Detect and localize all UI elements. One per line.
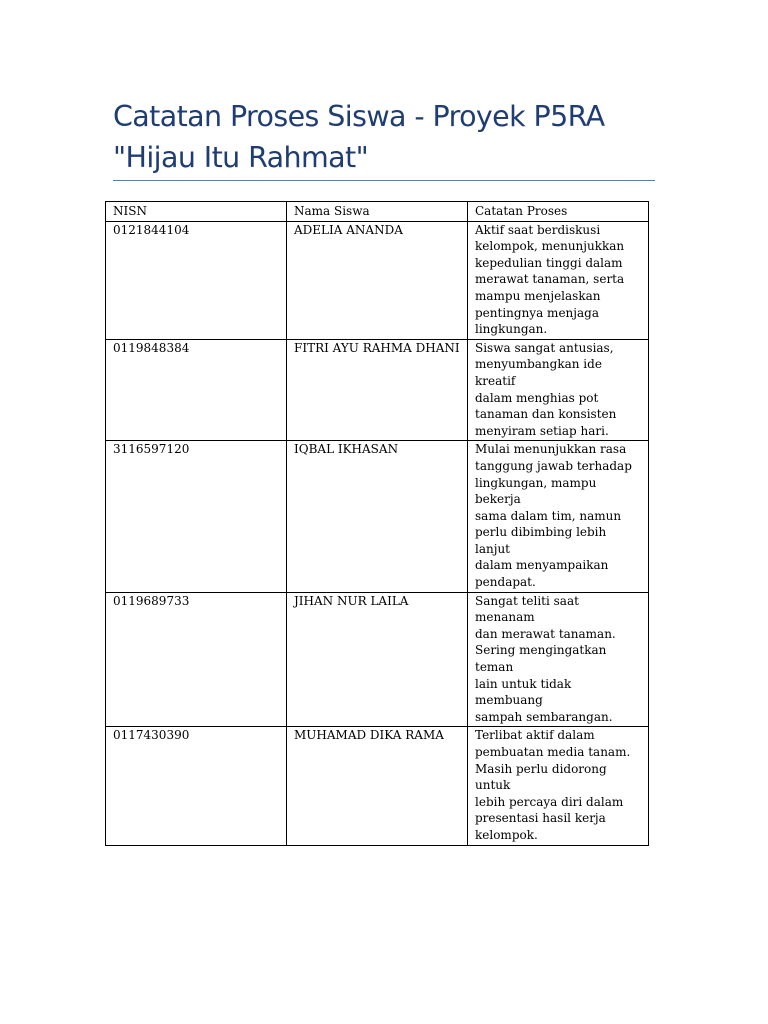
table-row bbox=[106, 727, 649, 845]
note-line: lebih percaya diri dalam bbox=[475, 794, 624, 809]
note-line: Aktif saat berdiskusi bbox=[475, 222, 601, 237]
table-header-row bbox=[106, 202, 649, 222]
student-name-cell: FITRI AYU RAHMA DHANI bbox=[287, 339, 468, 441]
nisn-cell: 0119689733 bbox=[106, 592, 287, 727]
note-line: lingkungan, mampu bekerja bbox=[475, 475, 597, 507]
note-line: pembuatan media tanam. bbox=[475, 745, 631, 759]
note-line: kelompok. bbox=[475, 827, 538, 842]
note-line: presentasi hasil kerja bbox=[475, 811, 606, 826]
note-line: kelompok, menunjukkan bbox=[475, 239, 625, 254]
note-line: sama dalam tim, namun bbox=[475, 508, 622, 523]
note-line: tanggung jawab terhadap bbox=[475, 458, 632, 473]
process-notes-cell bbox=[468, 221, 649, 339]
process-notes-cell bbox=[468, 441, 649, 592]
note-line: sampah sembarangan. bbox=[475, 709, 613, 724]
table-row bbox=[106, 592, 649, 727]
note-line: mampu menjelaskan bbox=[475, 288, 601, 303]
document-title-line-2: "Hijau Itu Rahmat" bbox=[113, 141, 369, 174]
note-line: Masih perlu didorong untuk bbox=[475, 761, 607, 793]
note-line: Terlibat aktif dalam bbox=[475, 728, 595, 743]
note-line: pendapat. bbox=[475, 575, 536, 590]
table-row bbox=[106, 339, 649, 441]
title-underline-rule bbox=[113, 180, 655, 181]
student-name-cell: MUHAMAD DIKA RAMA bbox=[287, 727, 468, 845]
student-name-cell: IQBAL IKHASAN bbox=[287, 441, 468, 592]
column-header-catatan-proses: Catatan Proses bbox=[468, 202, 649, 222]
process-notes-cell bbox=[468, 339, 649, 441]
note-line: perlu dibimbing lebih lanjut bbox=[475, 525, 607, 556]
note-line: Mulai menunjukkan rasa bbox=[475, 442, 627, 457]
column-header-nama-siswa: Nama Siswa bbox=[287, 202, 468, 222]
note-line: lingkungan. bbox=[475, 322, 548, 337]
note-line: dalam menghias pot bbox=[475, 390, 599, 405]
note-line: lain untuk tidak membuang bbox=[475, 676, 572, 708]
note-line: Siswa sangat antusias, bbox=[475, 340, 614, 355]
student-notes-table bbox=[105, 201, 649, 846]
note-line: dalam menyampaikan bbox=[475, 558, 609, 573]
note-line: tanaman dan konsisten bbox=[475, 407, 617, 422]
note-line: kepedulian tinggi dalam bbox=[475, 255, 623, 270]
nisn-cell: 0117430390 bbox=[106, 727, 287, 845]
process-notes-cell bbox=[468, 592, 649, 727]
document-title-line-1: Catatan Proses Siswa - Proyek P5RA bbox=[113, 100, 605, 133]
process-notes-cell bbox=[468, 727, 649, 845]
student-name-cell: ADELIA ANANDA bbox=[287, 221, 468, 339]
note-line: Sering mengingatkan teman bbox=[475, 643, 607, 675]
note-line: dan merawat tanaman. bbox=[475, 626, 616, 641]
note-line: pentingnya menjaga bbox=[475, 305, 599, 320]
table-row bbox=[106, 441, 649, 592]
nisn-cell: 0119848384 bbox=[106, 339, 287, 441]
note-line: menyiram setiap hari. bbox=[475, 423, 609, 438]
nisn-cell: 3116597120 bbox=[106, 441, 287, 592]
column-header-nisn: NISN bbox=[106, 202, 287, 222]
student-name-cell: JIHAN NUR LAILA bbox=[287, 592, 468, 727]
note-line: Sangat teliti saat menanam bbox=[475, 593, 579, 625]
document-title bbox=[113, 96, 658, 178]
table-row bbox=[106, 221, 649, 339]
note-line: merawat tanaman, serta bbox=[475, 272, 625, 287]
nisn-cell: 0121844104 bbox=[106, 221, 287, 339]
note-line: menyumbangkan ide kreatif bbox=[475, 357, 602, 388]
